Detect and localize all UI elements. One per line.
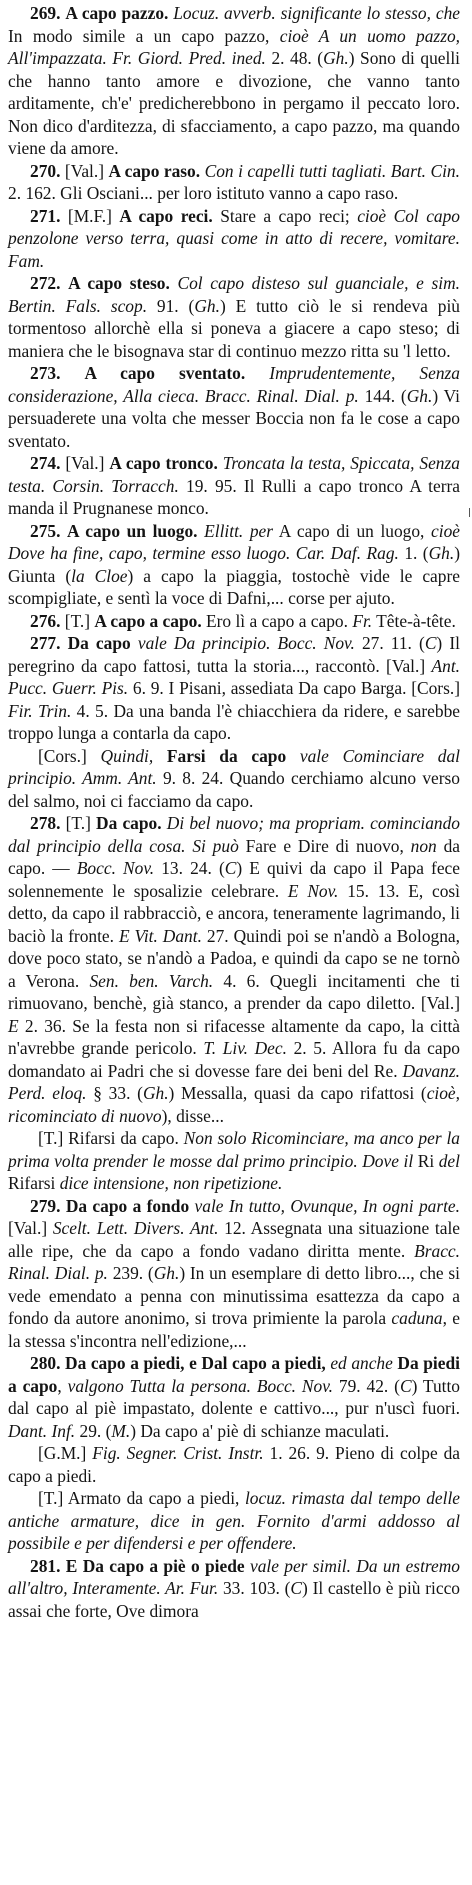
entry-continuation <box>8 745 460 813</box>
entry-headword: A capo un luogo. <box>67 520 198 541</box>
body-text: Armato da capo a piedi, <box>63 1488 245 1508</box>
italic-text: Gh. <box>194 295 220 316</box>
entry-headword: A capo raso. <box>108 160 201 181</box>
italic-text: Sen. ben. Varch. <box>89 970 214 991</box>
italic-text: Ellitt. per <box>204 520 274 541</box>
body-text: 2. 162. Gli Osciani... per loro istituto vanno a capo raso. <box>8 183 399 203</box>
body-text: Fare e Dire di nuovo, <box>238 835 411 856</box>
body-text: 1. 26. 9. Pieno di colpe da capo a piedi. <box>8 1443 460 1486</box>
italic-text: caduna <box>391 1308 443 1328</box>
italic-text: Gh. <box>406 385 433 406</box>
body-text: ) Sono di quelli che hanno tanto amore e divozione, che vanno tanto arditamente, ch'e' predicherebbono in pergamo il peccato loro. Non dico d'arditezza, di sfacciamento, a capo pazzo, ma quando viene da amore. <box>8 48 460 158</box>
italic-text: T. Liv. Dec. <box>203 1038 287 1058</box>
italic-text: del <box>438 1150 460 1171</box>
italic-text: Fir. Trin. <box>8 700 72 721</box>
entry-headword: A capo steso. <box>68 273 170 293</box>
body-text: , e la stessa s'incontra nell'edizione,... <box>8 1308 461 1351</box>
body-text: Stare a capo reci; <box>212 205 358 226</box>
italic-text: E <box>8 1015 19 1036</box>
italic-text: cioè Col capo penzolone verso terra, quasi come in atto di recere, vomitare. Fam. <box>8 205 460 271</box>
entry-272 <box>8 272 460 362</box>
body-text: 144. ( <box>358 385 407 406</box>
body-text: ) Il castello è più ricco assai che forte, Ove dimora <box>8 1578 460 1621</box>
entry-number: 269. <box>30 3 61 23</box>
italic-text: valgono Tutta la persona. Bocc. Nov. <box>67 1375 333 1396</box>
body-text: 2. 36. Se la festa non si rifacesse altamente da capo, la città n'avrebbe grande pericolo. <box>8 1015 460 1058</box>
body-text: 27. Quindi poi se n'andò a Bologna, dove poco stato, se n'andò a Padoa, e quindi da capo se ne tornò a Verona. <box>8 925 460 991</box>
body-text: 9. 8. 24. Quando cerchiamo alcuno verso del salmo, noi ci facciamo da capo. <box>8 768 460 811</box>
body-text: ) Messalla, quasi da capo rifattosi ( <box>168 1083 427 1103</box>
italic-text: la Cloe <box>71 565 128 586</box>
entry-headword: Da capo a piedi, e Dal capo a piedi, <box>65 1353 326 1373</box>
body-text: In modo simile a un capo pazzo, <box>8 25 280 46</box>
italic-text: C <box>424 633 437 653</box>
source-tag: [T.] <box>65 813 91 833</box>
body-text: 27. 11. ( <box>354 633 425 653</box>
source-tag: [T.] <box>64 610 91 631</box>
body-text: ) Vi persuaderete una volta che messer Boccia non fa le cose a capo sventato. <box>8 385 461 451</box>
italic-text: Quindi, <box>100 745 154 766</box>
body-text: [Val.] <box>8 1218 53 1238</box>
body-text: 239. ( <box>107 1263 154 1283</box>
entry-number: 271. <box>30 205 61 226</box>
entry-headword: A capo reci. <box>119 205 213 226</box>
entry-269 <box>8 2 460 160</box>
entry-275 <box>8 520 460 610</box>
entry-number: 272. <box>30 273 61 293</box>
entry-number: 270. <box>30 160 61 181</box>
italic-text: M. <box>111 1420 131 1441</box>
italic-text: Gh. <box>428 543 455 563</box>
body-text: ) E tutto ciò le si rendeva più tormentoso allorchè ella si poneva a giacere a capo steso; di maniera che le bisognava star di continuo mezzo ritta su 'l letto. <box>8 295 460 361</box>
body-text: 6. 9. I Pisani, assediata Da capo Barga. [Cors.] <box>128 678 460 698</box>
bold-text: Farsi da capo <box>153 745 300 766</box>
body-text: 2. 5. Allora fu da capo domandato ai Padri che si dovesse fare dei beni del Re. <box>8 1038 461 1081</box>
entry-number: 277. <box>30 633 61 653</box>
entry-number: 278. <box>30 813 61 833</box>
bold-text: Da piedi a capo <box>8 1353 460 1396</box>
entry-number: 274. <box>30 453 61 473</box>
body-text: § 33. ( <box>86 1083 143 1103</box>
body-text: , <box>57 1375 68 1396</box>
body-text: ) Il peregrino da capo fattosi, tutta la storia..., raccontò. [Val.] <box>8 633 460 676</box>
italic-text: Bocc. Nov. <box>76 858 155 878</box>
body-text: Ero lì a capo a capo. <box>201 610 353 631</box>
entry-number: 279. <box>30 1195 61 1216</box>
entry-number: 273. <box>30 363 61 383</box>
source-tag: [T.] <box>38 1488 64 1508</box>
italic-text: Fig. Segner. Crist. Instr. <box>92 1443 264 1463</box>
italic-text: Gh. <box>323 48 349 68</box>
source-tag: [T.] <box>38 1128 64 1148</box>
entry-headword: Da capo. <box>96 813 162 833</box>
italic-text: vale Cominciare dal principio. Amm. Ant. <box>8 745 460 788</box>
body-text: 12. Assegnata una situazione tale alle ripe, che da capo a fondo vadano diritta mente. <box>8 1218 460 1261</box>
body-text: 33. 103. ( <box>218 1578 291 1598</box>
body-text: A capo di un luogo, <box>273 520 432 541</box>
entry-headword: E Da capo a piè o piede <box>65 1555 245 1576</box>
body-text: ) In un esemplare di detto libro..., che si vede emendato a penna con minutissima esattezza da capo a fondo da autore anonimo, si trova primiente la parola <box>8 1263 460 1328</box>
entry-continuation <box>8 1442 460 1487</box>
italic-text: Non solo Ricominciare, ma anco per la prima volta prender le mosse dal primo principio. Dove il <box>8 1128 460 1171</box>
body-text: ) E quivi da capo il Papa fece solennemente le sposalizie celebrare. <box>8 858 460 901</box>
italic-text: Ant. Pucc. Guerr. Pis. <box>8 655 460 698</box>
italic-text: non <box>410 835 437 856</box>
entry-270 <box>8 160 460 205</box>
italic-text: ed anche <box>330 1353 393 1373</box>
body-text <box>131 633 138 653</box>
italic-text: Bracc. Rinal. Dial. p. <box>8 1240 460 1283</box>
italic-text: E Nov. <box>287 880 339 901</box>
italic-text: Scelt. Lett. Divers. Ant. <box>52 1218 219 1238</box>
italic-text: cioè Dove ha fine, capo, termine esso luogo. Car. Daf. Rag. <box>8 520 460 563</box>
italic-text: cioè, ricominciato di nuovo <box>8 1083 460 1126</box>
italic-text: C <box>399 1375 412 1396</box>
body-text: 91. ( <box>147 295 195 316</box>
body-text: Rifarsi da capo. <box>63 1128 184 1148</box>
entry-281 <box>8 1555 460 1623</box>
entry-276 <box>8 610 460 633</box>
entry-headword: A capo sventato. <box>84 363 246 383</box>
italic-text: vale In tutto, Ovunque, In ogni parte. <box>194 1195 460 1216</box>
body-text: 19. 95. Il Rulli a capo tronco A terra manda il Prugnanese monco. <box>8 475 461 518</box>
italic-text: locuz. rimasta dal tempo delle antiche armature, dice in gen. Fornito d'armi addosso al possibile e per difendersi e per offendere. <box>8 1488 460 1553</box>
entry-continuation <box>8 1487 460 1555</box>
body-text: 29. ( <box>75 1420 112 1441</box>
entry-278 <box>8 812 460 1127</box>
body-text: ) Tutto dal capo al piè impastato, dolente e cattivo..., pur n'uscì fuori. <box>8 1375 461 1418</box>
body-text: ), disse... <box>161 1105 224 1126</box>
body-text: Tête-à-tête. <box>372 610 456 631</box>
entry-271 <box>8 205 460 273</box>
source-tag: [G.M.] <box>38 1443 87 1463</box>
margin-mark <box>469 508 470 517</box>
body-text: 4. 5. Da una banda l'è chiacchiera da ridere, e sarebbe troppo lunga a contarla da capo. <box>8 700 461 743</box>
source-tag: [Val.] <box>64 160 105 181</box>
body-text: 2. 48. ( <box>265 48 324 68</box>
entry-number: 276. <box>30 610 61 631</box>
entry-279 <box>8 1195 460 1353</box>
body-text: 4. 6. Quegli incitamenti che ti rimuovano, benchè, già stanco, a prender da capo diletto. [Val.] <box>8 970 460 1013</box>
italic-text: Dant. Inf. <box>8 1420 76 1441</box>
italic-text: C <box>290 1578 303 1598</box>
italic-text: Gh. <box>153 1263 180 1283</box>
body-text: 79. 42. ( <box>332 1375 400 1396</box>
italic-text: Fr. <box>352 610 373 631</box>
source-tag: [Val.] <box>65 453 105 473</box>
entry-number: 281. <box>30 1555 61 1576</box>
entry-headword: Da capo <box>67 633 131 653</box>
body-text: ) Da capo a' piè di schianze maculati. <box>130 1420 390 1441</box>
entry-277 <box>8 632 460 745</box>
entry-number: 280. <box>30 1353 61 1373</box>
italic-text: Con i capelli tutti tagliati. Bart. Cin. <box>204 160 460 181</box>
entry-continuation <box>8 1127 460 1195</box>
italic-text: E Vit. Dant. <box>118 925 202 946</box>
entry-headword: A capo pazzo. <box>65 3 169 23</box>
italic-text: Troncata la testa, Spiccata, Senza testa. Corsin. Torracch. <box>8 453 460 496</box>
italic-text: Locuz. avverb. significante lo stesso, che <box>173 3 460 23</box>
source-tag: [Cors.] <box>38 745 87 766</box>
italic-text: dice intensione, non ripetizione. <box>59 1173 283 1193</box>
entry-273 <box>8 362 460 452</box>
body-text: ) a capo la piaggia, tostochè vide le capre scompigliate, e sentì la voce di Dafni,... corse per ajuto. <box>8 565 460 608</box>
body-text: 1. ( <box>398 543 429 563</box>
body-text <box>245 363 269 383</box>
italic-text: Di bel nuovo; ma propriam. cominciando dal principio della cosa. Si può <box>8 813 460 856</box>
source-tag: [M.F.] <box>67 205 112 226</box>
body-text: da capo. — <box>8 835 460 878</box>
entry-274 <box>8 452 460 520</box>
italic-text: Gh. <box>142 1083 169 1103</box>
entry-headword: A capo tronco. <box>109 453 218 473</box>
body-text: 13. 24. ( <box>154 858 225 878</box>
entry-280 <box>8 1352 460 1442</box>
italic-text: Imprudentemente, Senza considerazione, Alla cieca. Bracc. Rinal. Dial. p. <box>8 363 460 406</box>
italic-text: vale Da principio. Bocc. Nov. <box>137 633 355 653</box>
italic-text: C <box>224 858 237 878</box>
body-text: Ri <box>413 1150 439 1171</box>
body-text <box>87 746 101 766</box>
italic-text: Col capo disteso sul guanciale, e sim. Bertin. Fals. scop. <box>8 273 460 316</box>
body-text: 15. 13. E, così detto, da capo il rabbracciò, e ancora, teneramente lagrimando, li baciò la fronte. <box>8 880 460 946</box>
italic-text: Davanz. Perd. eloq. <box>8 1060 460 1103</box>
italic-text: vale per simil. Da un estremo all'altro, Interamente. Ar. Fur. <box>8 1555 460 1598</box>
entry-headword: Da capo a fondo <box>65 1195 190 1216</box>
body-text: ) Giunta ( <box>8 543 460 586</box>
body-text: Rifarsi <box>8 1173 60 1193</box>
italic-text: cioè A un uomo pazzo, All'impazzata. Fr. Giord. Pred. ined. <box>8 25 461 68</box>
entry-headword: A capo a capo. <box>94 610 202 631</box>
entry-number: 275. <box>30 520 61 541</box>
